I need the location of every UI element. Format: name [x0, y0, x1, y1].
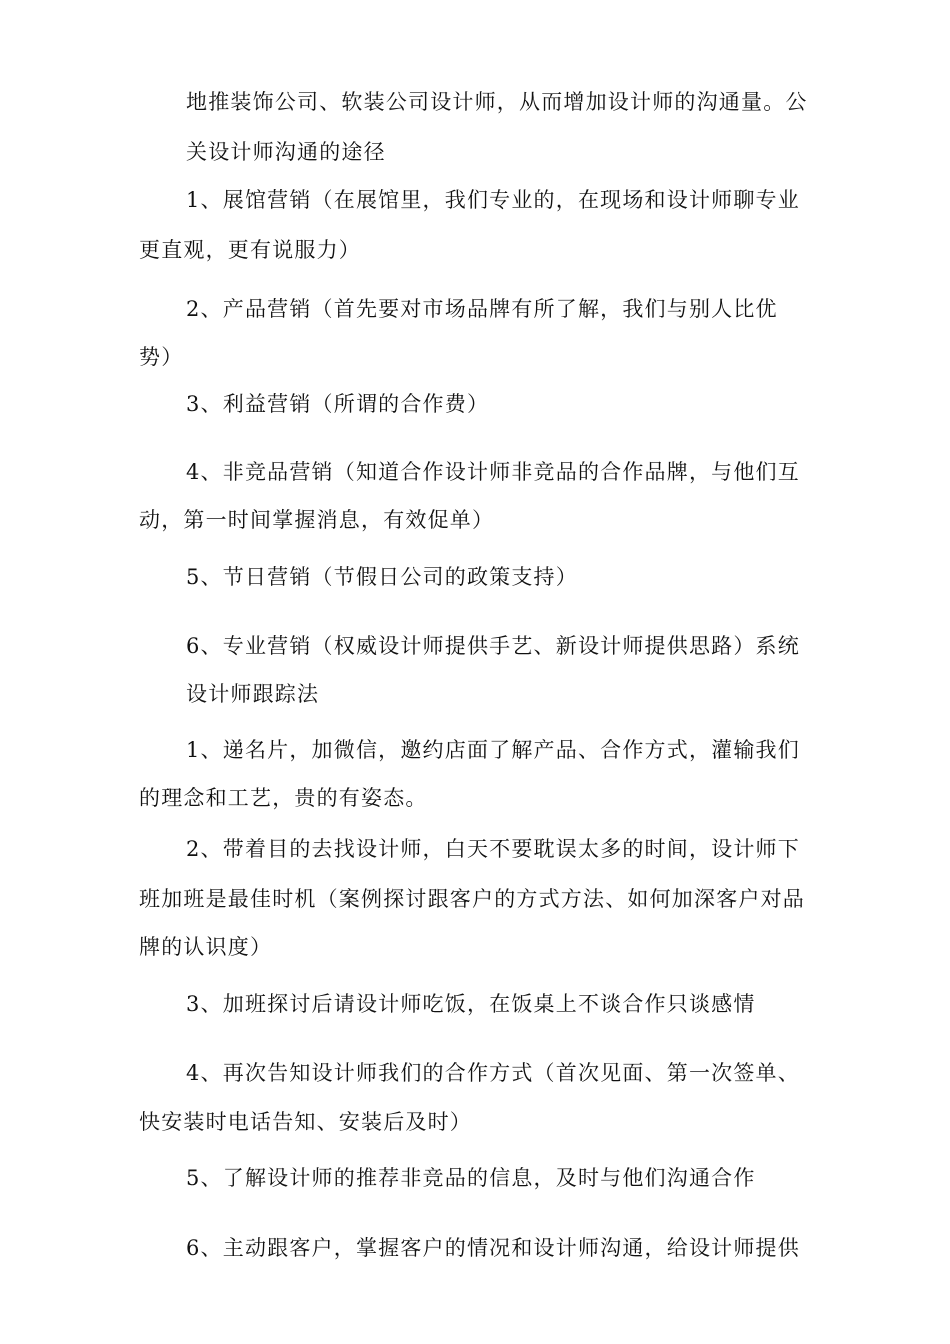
list-item-line: 6、专业营销（权威设计师提供手艺、新设计师提供思路）系统: [186, 634, 800, 658]
list-item-line: 动，第一时间掌握消息，有效促单）: [139, 508, 495, 532]
list-item-line: 4、再次告知设计师我们的合作方式（首次见面、第一次签单、: [186, 1061, 800, 1085]
list-item-line: 快安装时电话告知、安装后及时）: [139, 1110, 472, 1134]
list-item-line: 3、利益营销（所谓的合作费）: [186, 392, 490, 416]
text-line: 关设计师沟通的途径: [186, 140, 386, 164]
list-item-line: 3、加班探讨后请设计师吃饭，在饭桌上不谈合作只谈感情: [186, 992, 756, 1016]
list-item-line: 的理念和工艺，贵的有姿态。: [139, 786, 428, 810]
list-item-line: 2、带着目的去找设计师，白天不要耽误太多的时间，设计师下: [186, 837, 800, 861]
list-item-line: 6、主动跟客户，掌握客户的情况和设计师沟通，给设计师提供: [186, 1236, 800, 1260]
list-item-line: 5、了解设计师的推荐非竞品的信息，及时与他们沟通合作: [186, 1166, 756, 1190]
list-item-line: 势）: [139, 345, 184, 369]
list-item-line: 4、非竞品营销（知道合作设计师非竞品的合作品牌，与他们互: [186, 460, 800, 484]
list-item-line: 更直观，更有说服力）: [139, 238, 361, 262]
list-item-line: 牌的认识度）: [139, 935, 273, 959]
list-item-line: 班加班是最佳时机（案例探讨跟客户的方式方法、如何加深客户对品: [139, 887, 805, 911]
list-item-line: 1、递名片，加微信，邀约店面了解产品、合作方式，灌输我们: [186, 738, 800, 762]
list-item-line: 5、节日营销（节假日公司的政策支持）: [186, 565, 578, 589]
section-heading: 设计师跟踪法: [186, 682, 320, 706]
text-line: 地推装饰公司、软装公司设计师，从而增加设计师的沟通量。公: [186, 90, 808, 114]
list-item-line: 1、展馆营销（在展馆里，我们专业的，在现场和设计师聊专业: [186, 188, 800, 212]
list-item-line: 2、产品营销（首先要对市场品牌有所了解，我们与别人比优: [186, 297, 778, 321]
